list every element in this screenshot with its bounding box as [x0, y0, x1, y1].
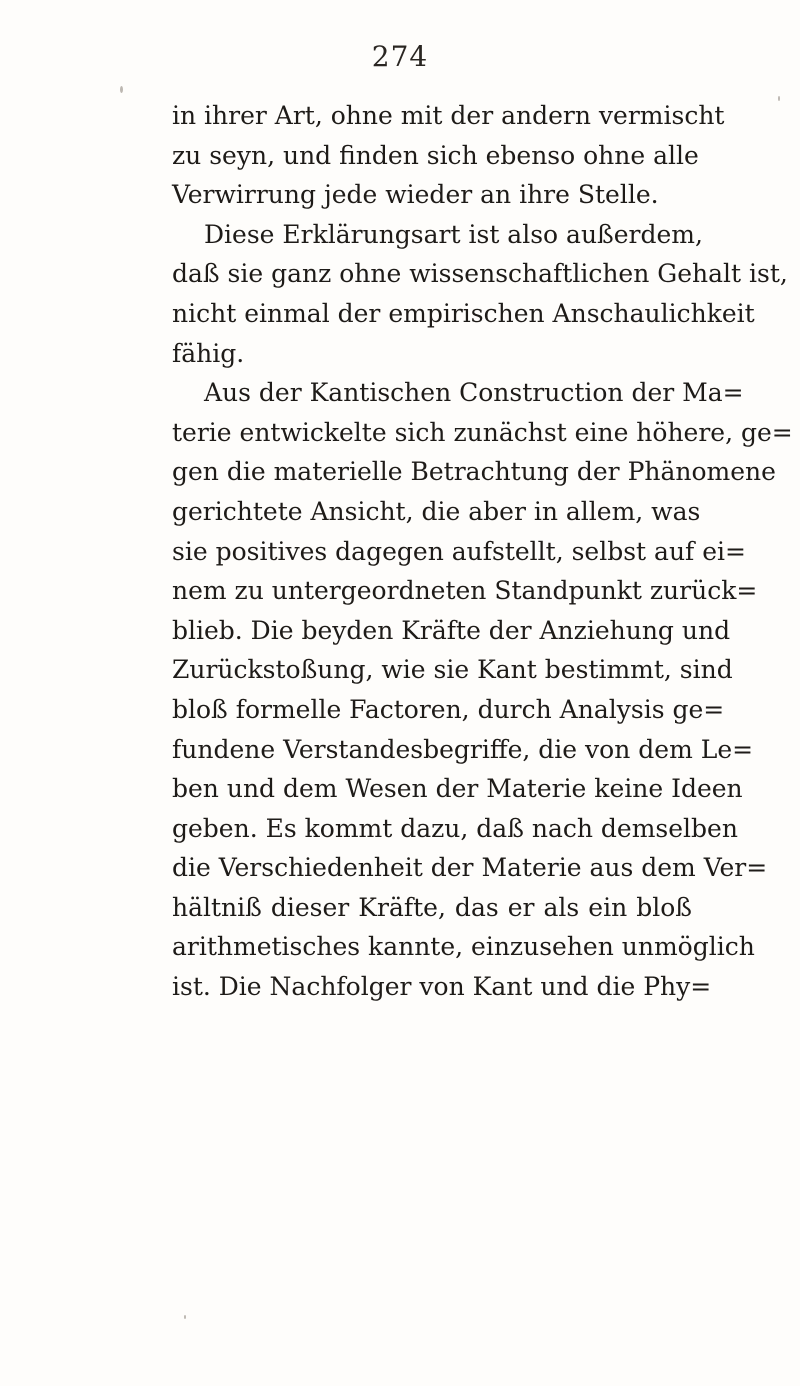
- text-line: Zurückstoßung, wie sie Kant bestimmt, sind: [172, 655, 733, 685]
- text-line: gen die materielle Betrachtung der Phänomene: [172, 457, 776, 487]
- text-line: die Verschiedenheit der Materie aus dem Ver=: [172, 853, 768, 883]
- text-line: nicht einmal der empirischen Anschaulichkeit: [172, 298, 755, 328]
- text-line: hältniß dieser Kräfte, das er als ein bloß: [172, 892, 692, 922]
- text-line: in ihrer Art, ohne mit der andern vermischt: [172, 101, 725, 130]
- text-line: Aus der Kantischen Construction der Ma=: [204, 378, 744, 408]
- paper-speck: [184, 1315, 186, 1319]
- text-line: Verwirrung jede wieder an ihre Stelle.: [172, 180, 659, 210]
- text-line: arithmetisches kannte, einzusehen unmöglich: [172, 932, 755, 962]
- text-line: gerichtete Ansicht, die aber in allem, was: [172, 496, 701, 526]
- paper-speck: [120, 86, 123, 93]
- body-text: [172, 96, 793, 1007]
- text-line: sie positives dagegen aufstellt, selbst auf ei=: [172, 536, 746, 566]
- paper-speck: [778, 96, 780, 101]
- text-line: nem zu untergeordneten Standpunkt zurück=: [172, 576, 758, 606]
- text-line: zu seyn, und finden sich ebenso ohne alle: [172, 140, 699, 170]
- text-line: terie entwickelte sich zunächst eine höhere, ge=: [172, 417, 793, 447]
- page-number: 274: [371, 40, 429, 73]
- text-line: ben und dem Wesen der Materie keine Ideen: [172, 774, 743, 804]
- text-line: fundene Verstandesbegriffe, die von dem Le=: [172, 734, 754, 764]
- text-line: daß sie ganz ohne wissenschaftlichen Gehalt ist,: [172, 259, 788, 289]
- text-line: ist. Die Nachfolger von Kant und die Phy=: [172, 972, 712, 1002]
- text-line: fähig.: [172, 338, 245, 368]
- text-line: blieb. Die beyden Kräfte der Anziehung und: [172, 615, 731, 645]
- text-line: geben. Es kommt dazu, daß nach demselben: [172, 813, 738, 843]
- text-line: Diese Erklärungsart ist also außerdem,: [204, 219, 703, 249]
- text-line: bloß formelle Factoren, durch Analysis ge=: [172, 694, 725, 724]
